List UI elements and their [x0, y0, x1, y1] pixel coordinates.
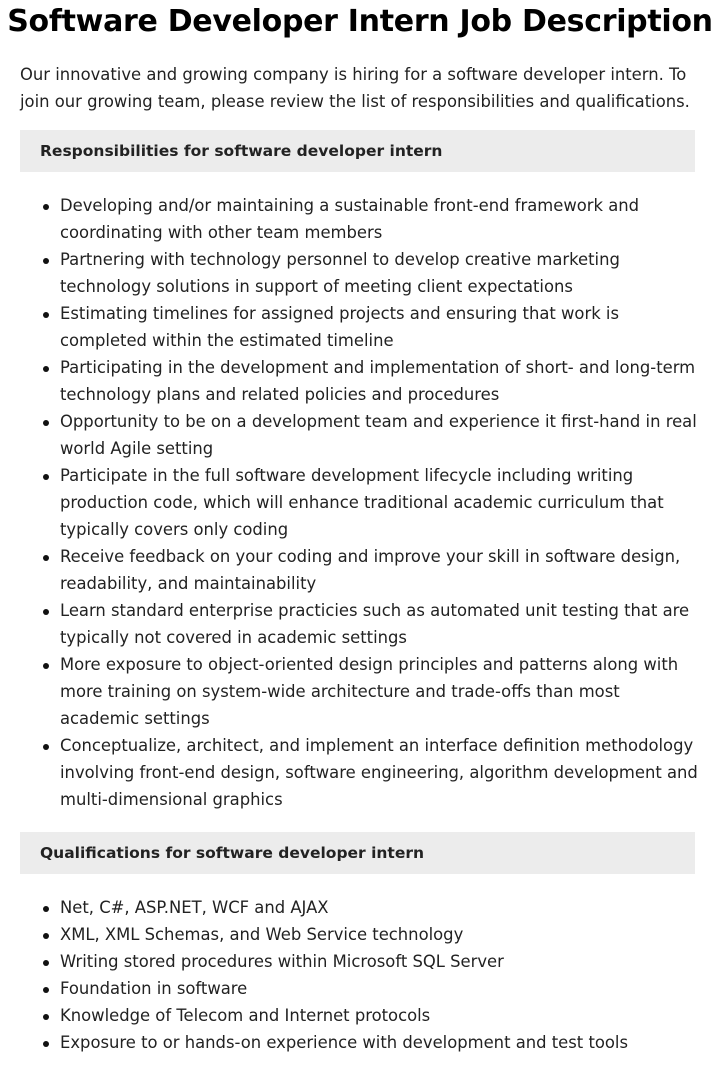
bullet-icon	[43, 609, 49, 615]
bullet-icon	[43, 933, 49, 939]
list-item-text: Writing stored procedures within Microsoft SQL Server	[60, 952, 504, 971]
responsibilities-list	[0, 192, 720, 813]
bullet-icon	[43, 555, 49, 561]
bullet-icon	[43, 906, 49, 912]
list-item	[20, 1002, 700, 1029]
list-item-text: Participate in the full software development lifecycle including writing production code, which will enhance traditional academic curriculum that typically covers only coding	[60, 466, 664, 539]
bullet-icon	[43, 204, 49, 210]
list-item-text: XML, XML Schemas, and Web Service technology	[60, 925, 464, 944]
list-item	[20, 300, 700, 354]
list-item-text: Foundation in software	[60, 979, 248, 998]
bullet-icon	[43, 663, 49, 669]
list-item	[20, 462, 700, 543]
list-item-text: Developing and/or maintaining a sustainable front-end framework and coordinating with other team members	[60, 196, 640, 242]
list-item-text: Net, C#, ASP.NET, WCF and AJAX	[60, 898, 329, 917]
bullet-icon	[43, 312, 49, 318]
page-title: Software Developer Intern Job Description	[7, 4, 713, 39]
list-item	[20, 192, 700, 246]
bullet-icon	[43, 420, 49, 426]
list-item	[20, 597, 700, 651]
list-item	[20, 975, 700, 1002]
responsibilities-heading: Responsibilities for software developer intern	[20, 130, 695, 172]
bullet-icon	[43, 474, 49, 480]
bullet-icon	[43, 258, 49, 264]
list-item	[20, 651, 700, 732]
list-item-text: Participating in the development and implementation of short- and long-term technology plans and related policies and procedures	[60, 358, 696, 404]
list-item	[20, 894, 700, 921]
list-item-text: Learn standard enterprise practicies such as automated unit testing that are typically not covered in academic settings	[60, 601, 690, 647]
list-item-text: Receive feedback on your coding and improve your skill in software design, readability, and maintainability	[60, 547, 681, 593]
list-item-text: Exposure to or hands-on experience with development and test tools	[60, 1033, 629, 1052]
list-item	[20, 354, 700, 408]
list-item-text: Conceptualize, architect, and implement an interface definition methodology involving front-end design, software engineering, algorithm development and multi-dimensional graphics	[60, 736, 698, 809]
list-item	[20, 246, 700, 300]
list-item-text: Knowledge of Telecom and Internet protocols	[60, 1006, 431, 1025]
qualifications-heading: Qualifications for software developer intern	[20, 832, 695, 874]
intro-paragraph: Our innovative and growing company is hiring for a software developer intern. To join our growing team, please review the list of responsibilities and qualifications.	[20, 65, 690, 111]
bullet-icon	[43, 366, 49, 372]
list-item	[20, 1029, 700, 1056]
bullet-icon	[43, 987, 49, 993]
bullet-icon	[43, 1014, 49, 1020]
list-item	[20, 408, 700, 462]
list-item-text: Estimating timelines for assigned projects and ensuring that work is completed within the estimated timeline	[60, 304, 619, 350]
list-item	[20, 948, 700, 975]
list-item-text: Partnering with technology personnel to develop creative marketing technology solutions in support of meeting client expectations	[60, 250, 620, 296]
list-item-text: More exposure to object-oriented design principles and patterns along with more training on system-wide architecture and trade-offs than most academic settings	[60, 655, 679, 728]
list-item-text: Opportunity to be on a development team and experience it first-hand in real world Agile setting	[60, 412, 697, 458]
qualifications-list	[0, 894, 720, 1056]
list-item	[20, 732, 700, 813]
bullet-icon	[43, 960, 49, 966]
bullet-icon	[43, 744, 49, 750]
bullet-icon	[43, 1041, 49, 1047]
list-item	[20, 921, 700, 948]
list-item	[20, 543, 700, 597]
